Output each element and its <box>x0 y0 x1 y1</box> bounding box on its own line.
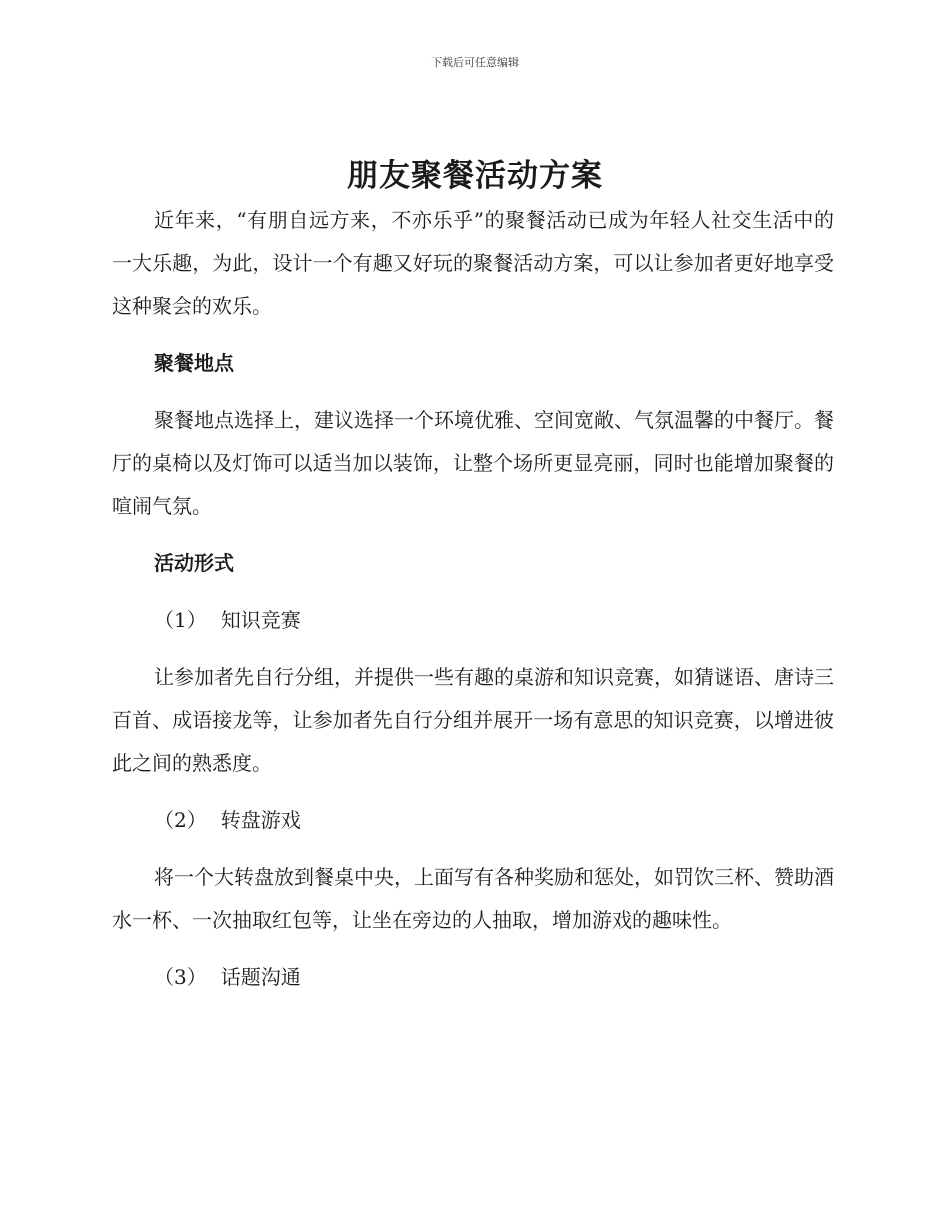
activity-item-label: 话题沟通 <box>220 965 301 989</box>
activity-2-paragraph: 将一个大转盘放到餐桌中央，上面写有各种奖励和惩处，如罚饮三杯、赞助酒水一杯、一次抽取红包等，让坐在旁边的人抽取，增加游戏的趣味性。 <box>112 865 834 932</box>
section-heading-location: 聚餐地点 <box>154 351 234 375</box>
activity-item-3 <box>112 956 834 999</box>
document-title: 朋友聚餐活动方案 <box>347 158 603 194</box>
section-heading-activities: 活动形式 <box>154 551 234 575</box>
activity-item-label: 转盘游戏 <box>220 808 301 832</box>
activity-item-number: （3） <box>154 965 207 989</box>
intro-paragraph: 近年来，“有朋自远方来，不亦乐乎”的聚餐活动已成为年轻人社交生活中的一大乐趣，为此，设计一个有趣又好玩的聚餐活动方案，可以让参加者更好地享受这种聚会的欢乐。 <box>112 208 834 318</box>
activity-item-label: 知识竞赛 <box>220 608 301 632</box>
activity-item-2 <box>112 799 834 842</box>
document-body <box>112 199 834 999</box>
activity-item-1 <box>112 599 834 642</box>
activity-item-number: （2） <box>154 808 207 832</box>
location-paragraph: 聚餐地点选择上，建议选择一个环境优雅、空间宽敞、气氛温馨的中餐厅。餐厅的桌椅以及灯饰可以适当加以装饰，让整个场所更显亮丽，同时也能增加聚餐的喧闹气氛。 <box>112 408 834 518</box>
activity-1-paragraph: 让参加者先自行分组，并提供一些有趣的桌游和知识竞赛，如猜谜语、唐诗三百首、成语接龙等，让参加者先自行分组并展开一场有意思的知识竞赛，以增进彼此之间的熟悉度。 <box>112 665 834 775</box>
activity-item-number: （1） <box>154 608 207 632</box>
header-note: 下载后可任意编辑 <box>431 56 519 69</box>
